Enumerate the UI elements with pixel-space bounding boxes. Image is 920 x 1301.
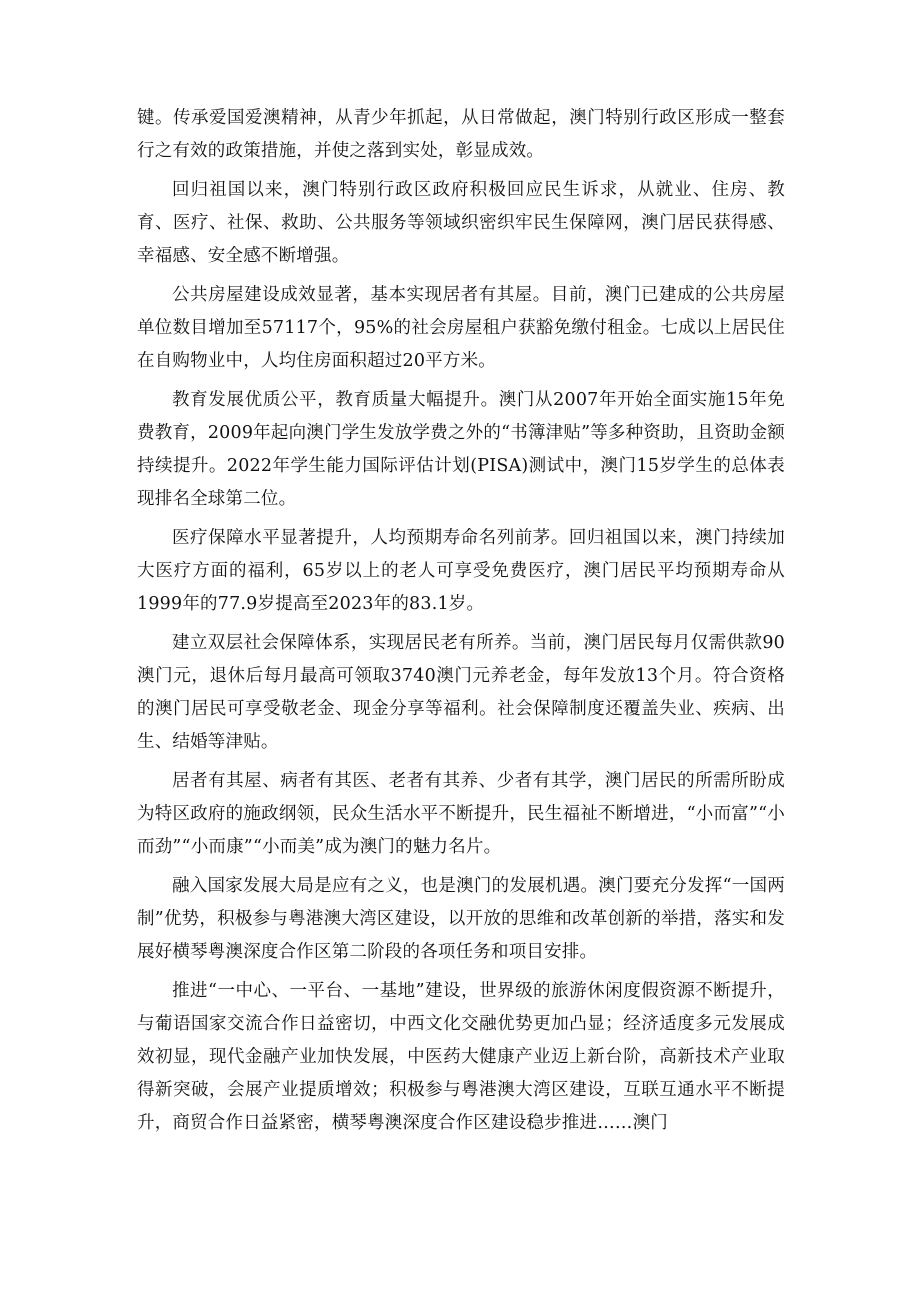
paragraph-national-development: 融入国家发展大局是应有之义，也是澳门的发展机遇。澳门要充分发挥“一国两制”优势，积极参与粤港澳大湾区建设，以开放的思维和改革创新的举措，落实和发展好横琴粤澳深度合作区第二阶段的各项任务和项目安排。 xyxy=(137,876,785,962)
paragraph-social-security: 建立双层社会保障体系，实现居民老有所养。当前，澳门居民每月仅需供款90澳门元，退休后每月最高可领取3740澳门元养老金，每年发放13个月。符合资格的澳门居民可享受敬老金、现金分享等福利。社会保障制度还覆盖失业、疾病、出生、结婚等津贴。 xyxy=(137,633,785,752)
paragraph-continued: 键。传承爱国爱澳精神，从青少年抓起，从日常做起，澳门特别行政区形成一整套行之有效的政策措施，并使之落到实处，彰显成效。 xyxy=(137,108,785,161)
document-page xyxy=(137,102,785,1146)
paragraph-one-center-one-platform: 推进“一中心、一平台、一基地”建设，世界级的旅游休闲度假资源不断提升，与葡语国家交流合作日益密切，中西文化交融优势更加凸显；经济适度多元发展成效初显，现代金融产业加快发展，中医药大健康产业迈上新台阶，高新技术产业取得新突破，会展产业提质增效；积极参与粤港澳大湾区建设，互联互通水平不断提升，商贸合作日益紧密，横琴粤澳深度合作区建设稳步推进……澳门 xyxy=(137,981,785,1133)
paragraph-livelihood-summary: 居者有其屋、病者有其医、老者有其养、少者有其学，澳门居民的所需所盼成为特区政府的施政纲领，民众生活水平不断提升，民生福祉不断增进，“小而富”“小而劲”“小而康”“小而美”成为澳门的魅力名片。 xyxy=(137,771,785,857)
paragraph-public-housing: 公共房屋建设成效显著，基本实现居者有其屋。目前，澳门已建成的公共房屋单位数目增加至57117个，95%的社会房屋租户获豁免缴付租金。七成以上居民住在自购物业中，人均住房面积超过20平方米。 xyxy=(137,285,785,371)
paragraph-healthcare: 医疗保障水平显著提升，人均预期寿命名列前茅。回归祖国以来，澳门持续加大医疗方面的福利，65岁以上的老人可享受免费医疗，澳门居民平均预期寿命从1999年的77.9岁提高至2023年的83.1岁。 xyxy=(137,528,785,614)
paragraph-livelihood-overview: 回归祖国以来，澳门特别行政区政府积极回应民生诉求，从就业、住房、教育、医疗、社保、救助、公共服务等领域织密织牢民生保障网，澳门居民获得感、幸福感、安全感不断增强。 xyxy=(137,180,785,266)
paragraph-education: 教育发展优质公平，教育质量大幅提升。澳门从2007年开始全面实施15年免费教育，2009年起向澳门学生发放学费之外的“书簿津贴”等多种资助，且资助金额持续提升。2022年学生能力国际评估计划(PISA)测试中，澳门15岁学生的总体表现排名全球第二位。 xyxy=(137,390,785,509)
